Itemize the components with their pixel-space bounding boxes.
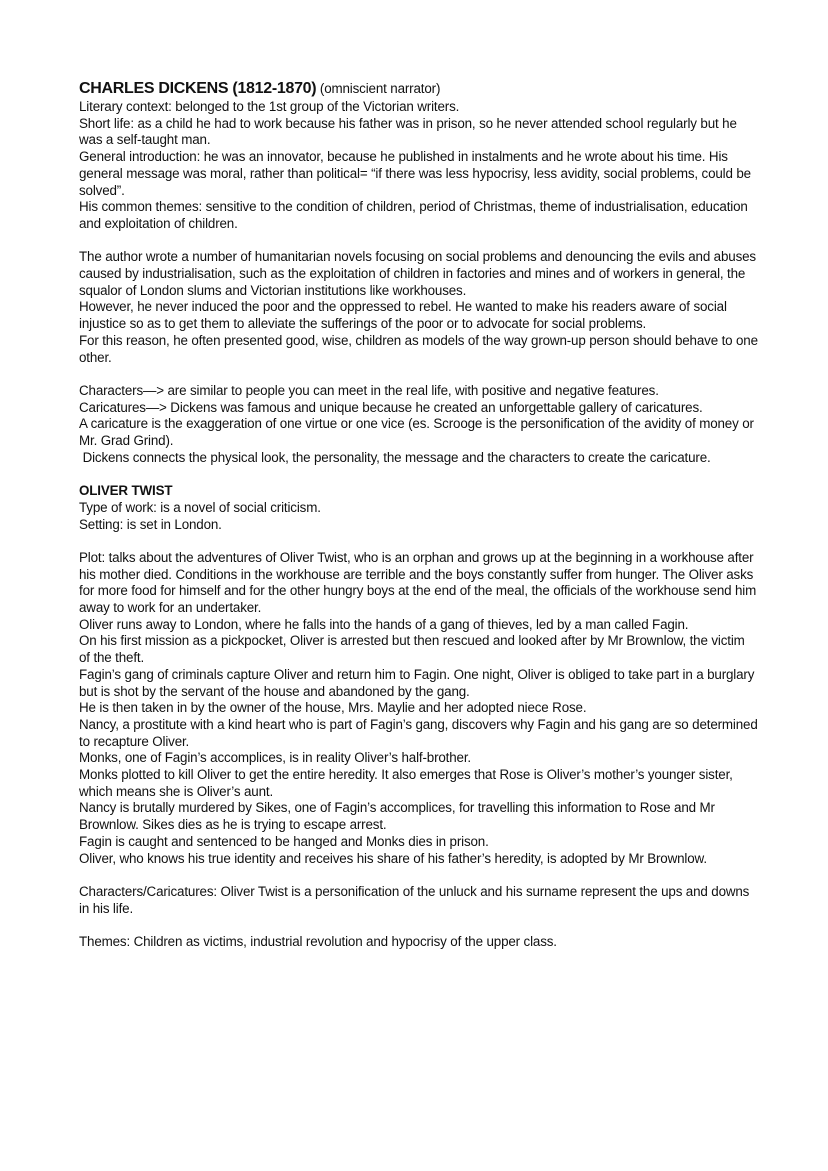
plot-paragraph: On his first mission as a pickpocket, Oliver is arrested but then rescued and looked after by Mr Brownlow, the victim of the theft. xyxy=(79,633,745,666)
plot-paragraph: He is then taken in by the owner of the house, Mrs. Maylie and her adopted niece Rose. xyxy=(79,700,587,716)
setting: Setting: is set in London. xyxy=(79,516,222,532)
type-of-work: Type of work: is a novel of social criticism. xyxy=(79,499,321,515)
caricature-exaggeration: A caricature is the exaggeration of one virtue or one vice (es. Scrooge is the personification of the avidity of money or Mr. Grad Grind). xyxy=(79,416,754,449)
spacer xyxy=(79,867,759,884)
plot-paragraph: Nancy, a prostitute with a kind heart who is part of Fagin’s gang, discovers why Fagin and his gang are so determined to recapture Oliver. xyxy=(79,716,758,749)
spacer xyxy=(79,466,759,483)
plot-paragraph: Nancy is brutally murdered by Sikes, one of Fagin’s accomplices, for travelling this information to Rose and Mr Brownlow. Sikes dies as he is trying to escape arrest. xyxy=(79,800,715,833)
literary-context: Literary context: belonged to the 1st group of the Victorian writers. xyxy=(79,99,460,114)
humanitarian-novels-paragraph: The author wrote a number of humanitarian novels focusing on social problems and denouncing the evils and abuses caused by industrialisation, such as the exploitation of children in factories and mines and of workers in general, the squalor of London slums and Victorian institutions like workhouses. xyxy=(79,249,756,298)
good-wise-children-paragraph: For this reason, he often presented good, wise, children as models of the way grown-up person should behave to one other. xyxy=(79,332,758,365)
short-life: Short life: as a child he had to work because his father was in prison, so he never attended school regularly but he was a self-taught man. xyxy=(79,115,737,148)
plot-paragraph: Monks, one of Fagin’s accomplices, is in reality Oliver’s half-brother. xyxy=(79,750,471,766)
caricature-creation: Dickens connects the physical look, the personality, the message and the characters to create the caricature. xyxy=(79,449,711,465)
plot-paragraph: Plot: talks about the adventures of Oliver Twist, who is an orphan and grows up at the beginning in a workhouse after his mother died. Conditions in the workhouse are terrible and the boys constantly suffer from hunger. The Oliver asks for more food for himself and for the other hungry boys at the end of the meal, the officials of the workhouse send him away to work for an undertaker. xyxy=(79,549,757,616)
caricatures-definition: Caricatures—> Dickens was famous and unique because he created an unforgettable gallery of caricatures. xyxy=(79,399,703,415)
plot-paragraph: Oliver runs away to London, where he falls into the hands of a gang of thieves, led by a man called Fagin. xyxy=(79,616,689,632)
section-heading-oliver-twist: OLIVER TWIST xyxy=(79,483,173,499)
page-title: CHARLES DICKENS (1812-1870) xyxy=(79,80,317,97)
general-introduction: General introduction: he was an innovator, because he published in instalments and he wrote about his time. His general message was moral, rather than political= “if there was less hypocrisy, less avidity, social problems, could be solved”. xyxy=(79,149,751,198)
spacer xyxy=(79,233,759,250)
plot-paragraph: Monks plotted to kill Oliver to get the entire heredity. It also emerges that Rose is Oliver’s mother’s younger sister, which means she is Oliver’s aunt. xyxy=(79,767,733,799)
never-induced-rebel-paragraph: However, he never induced the poor and the oppressed to rebel. He wanted to make his readers aware of social injustice so as to get them to alleviate the sufferings of the poor or to advocate for social problems. xyxy=(79,299,727,332)
plot-paragraph: Oliver, who knows his true identity and receives his share of his father’s heredity, is adopted by Mr Brownlow. xyxy=(79,850,707,866)
plot-paragraph: Fagin’s gang of criminals capture Oliver and return him to Fagin. One night, Oliver is obliged to take part in a burglary but is shot by the servant of the house and abandoned by the gang. xyxy=(79,666,755,699)
characters-caricatures: Characters/Caricatures: Oliver Twist is a personification of the unluck and his surname represent the ups and downs in his life. xyxy=(79,883,750,916)
spacer xyxy=(79,366,759,383)
characters-definition: Characters—> are similar to people you can meet in the real life, with positive and negative features. xyxy=(79,382,659,398)
title-line xyxy=(79,79,759,99)
page-subtitle: (omniscient narrator) xyxy=(319,81,441,96)
document-page xyxy=(79,79,759,951)
spacer xyxy=(79,917,759,934)
spacer xyxy=(79,533,759,550)
common-themes: His common themes: sensitive to the condition of children, period of Christmas, theme of industrialisation, education and exploitation of children. xyxy=(79,199,748,231)
themes: Themes: Children as victims, industrial revolution and hypocrisy of the upper class. xyxy=(79,934,557,950)
plot-paragraph: Fagin is caught and sentenced to be hanged and Monks dies in prison. xyxy=(79,833,489,849)
